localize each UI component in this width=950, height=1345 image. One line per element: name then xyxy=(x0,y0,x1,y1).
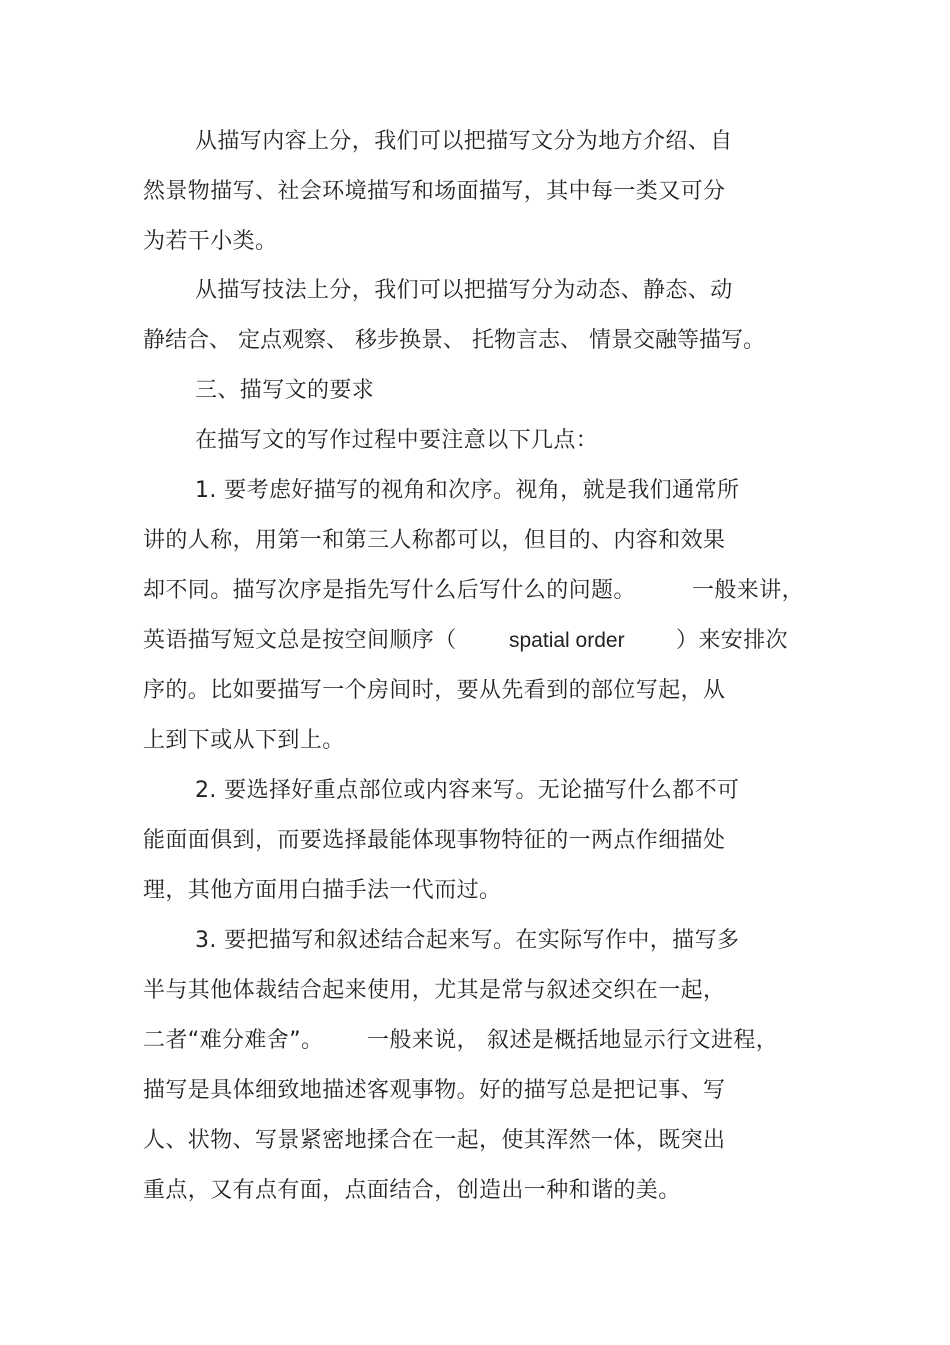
point-1-line-5: 序的。比如要描写一个房间时，要从先看到的部位写起，从 xyxy=(143,678,726,703)
point-3-line-2: 半与其他体裁结合起来使用，尤其是常与叙述交织在一起， xyxy=(143,978,726,1003)
intro-sentence: 在描写文的写作过程中要注意以下几点： xyxy=(195,428,599,453)
point-1-line-1: 1. 要考虑好描写的视角和次序。视角，就是我们通常所 xyxy=(195,478,740,503)
point-2-line-3: 理，其他方面用白描手法一代而过。 xyxy=(143,878,502,903)
point-2-line-1: 2. 要选择好重点部位或内容来写。无论描写什么都不可 xyxy=(195,778,740,803)
point-1-line-4: 英语描写短文总是按空间顺序（ xyxy=(143,628,457,653)
paragraph-1-line-3: 为若干小类。 xyxy=(143,229,278,254)
point-1-line-3: 却不同。描写次序是指先写什么后写什么的问题。 xyxy=(143,578,636,603)
paragraph-2-line-1: 从描写技法上分，我们可以把描写分为动态、静态、动 xyxy=(195,278,733,303)
point-2-line-2: 能面面俱到，而要选择最能体现事物特征的一两点作细描处 xyxy=(143,828,726,853)
point-3-line-3: 二者“难分难舍”。 xyxy=(143,1028,324,1053)
point-3-line-6: 重点，又有点有面，点面结合，创造出一种和谐的美。 xyxy=(143,1178,681,1203)
point-1-line-3-tail: 一般来讲， xyxy=(692,578,805,603)
paragraph-1-line-2: 然景物描写、社会环境描写和场面描写，其中每一类又可分 xyxy=(143,179,726,204)
point-1-line-4-tail: ）来安排次 xyxy=(676,628,789,653)
point-3-line-3-mid: 一般来说， xyxy=(367,1028,480,1053)
point-3-line-4: 描写是具体细致地描述客观事物。好的描写总是把记事、写 xyxy=(143,1078,726,1103)
point-1-english-term: spatial order xyxy=(509,629,625,652)
point-3-line-5: 人、状物、写景紧密地揉合在一起，使其浑然一体，既突出 xyxy=(143,1128,726,1153)
paragraph-1-line-1: 从描写内容上分，我们可以把描写文分为地方介绍、自 xyxy=(195,129,733,154)
point-1-line-6: 上到下或从下到上。 xyxy=(143,728,345,753)
point-3-line-3-tail: 叙述是概括地显示行文进程， xyxy=(487,1028,779,1053)
paragraph-2-line-2: 静结合、 定点观察、 移步换景、 托物言志、 情景交融等描写。 xyxy=(143,328,765,353)
point-3-line-1: 3. 要把描写和叙述结合起来写。在实际写作中，描写多 xyxy=(195,928,740,953)
point-1-line-2: 讲的人称，用第一和第三人称都可以，但目的、内容和效果 xyxy=(143,528,726,553)
section-heading: 三、描写文的要求 xyxy=(195,378,375,403)
